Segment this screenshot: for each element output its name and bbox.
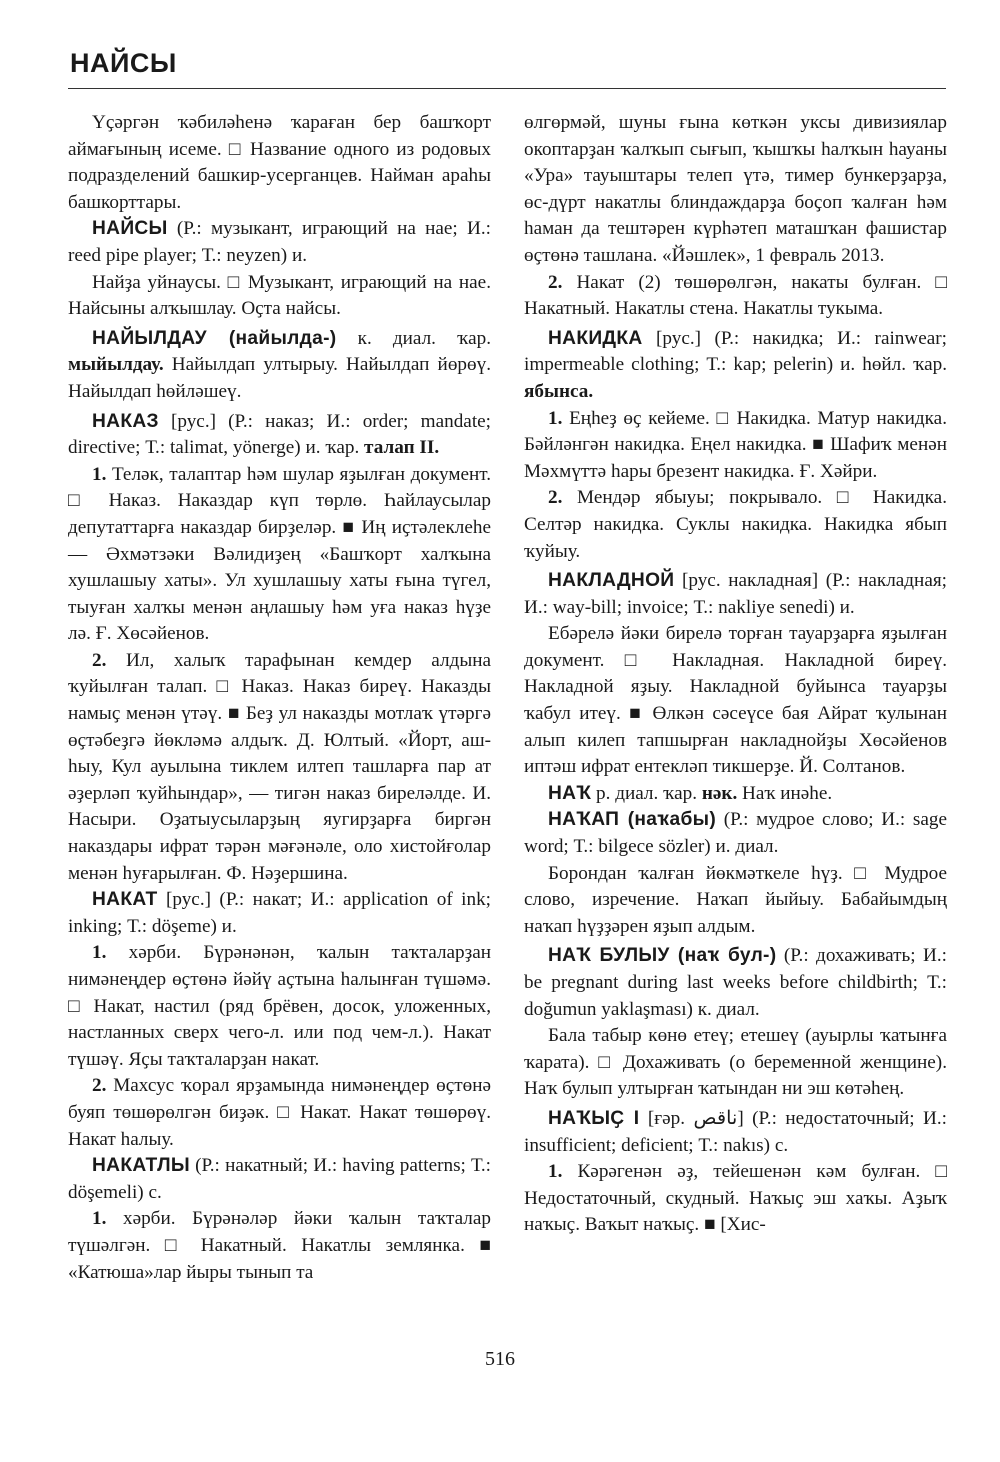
sense-paragraph [524, 270, 947, 323]
sense-number: 2. [548, 271, 563, 293]
sense-number: 2. [92, 649, 107, 671]
entry-text: р. диал. ҡар. [591, 782, 702, 804]
sense-number: 1. [92, 1208, 107, 1230]
entry-text: (Р.: мудрое слово; И.: sage word; Т.: bilgece sözler) и. диал. [524, 809, 947, 858]
sense-number: 1. [92, 463, 107, 485]
cross-reference: нәк. [701, 782, 738, 804]
sense-paragraph [524, 1159, 947, 1239]
cross-reference: талап II. [364, 437, 440, 459]
entry-text: (Р.: накатный; И.: having patterns; Т.: döşemeli) с. [68, 1155, 491, 1203]
entry-text: [рус. накладная] (Р.: накладная; И.: way-bill; invoice; Т.: nakliye senedi) и. [524, 570, 947, 618]
sense-number: 2. [92, 1075, 107, 1097]
headword: НАҠ БУЛЫУ (наҡ бул-) [548, 945, 777, 967]
entry-text: Махсус ҡорал ярҙамында нимәнеңдер өҫтөнә буяп төшөрөлгән биҙәк. □ Накат. Накат төшөрөү. Накат һалыу. [68, 1075, 491, 1150]
headword: НАКЛАДНОЙ [548, 570, 675, 592]
entry-text: [ғәр. ناقص] (Р.: недостаточный; И.: insufficient; deficient; Т.: nakıs) с. [524, 1107, 947, 1156]
headword: НАҠ [548, 782, 592, 804]
running-head: НАЙСЫ [70, 48, 177, 78]
entry-naq-buly [524, 943, 947, 1023]
sense-paragraph [68, 1073, 491, 1153]
headword: НАЙСЫ [92, 218, 168, 240]
headword: НАҠЫҪ I [548, 1107, 640, 1129]
right-column [524, 110, 947, 1239]
entry-text: Теләк, талаптар һәм шулар яҙылған документ. □ Наказ. Наказдар күп төрлө. Һайлаусылар депутаттарға наказдар бирҙеләр. ■ Иң иҫтәлеклеһе — Әхмәтзәки Вәлидиҙең «Башҡорт халҡына хушлашыу хаты». Ул хушлашыу хаты ғына түгел, тыуған халҡы менән аңлашыу һәм уға наказ һүҙе лә. Ғ. Хөсәйенов. [68, 463, 491, 645]
entry-nakatly [68, 1153, 491, 1206]
entry-text: Мендәр ябыуы; покрывало. □ Накидка. Селтәр накидка. Суклы накидка. Накидка ябып ҡуйыу. [524, 487, 947, 562]
entry-text: хәрби. Бүрәнәләр йәки ҡалын таҡталар түшәлгән. □ Накатный. Накатлы землянка. ■ «Катюша»лар йыры тынып та [68, 1208, 491, 1283]
entry-paragraph: Ебәрелә йәки бирелә торған тауарҙарға яҙылған документ. □ Накладная. Накладной биреү. Накладной яҙыу. Накладной буйынса тауарҙы ҡабул итеү. ■ Өлкән сәсеүсе бая Айрат ҡулынан алып килеп тапшырған накладнойҙы Хөсәйенов иптәш ифрат ентекләп тикшерҙе. Й. Солтанов. [524, 623, 947, 778]
sense-number: 1. [548, 1161, 563, 1183]
entry-paragraph: Борондан ҡалған йөкмәткеле һүҙ. □ Мудрое слово, изречение. Наҡап йыйыу. Бабайымдың наҡап һүҙҙәрен яҙып алдым. [524, 862, 947, 937]
entry-text: Еңһеҙ өҫ кейеме. □ Накидка. Матур накидка. Бәйләнгән накидка. Еңел накидка. ■ Шафиҡ менән Мәхмүттә һары брезент накидка. Ғ. Хәйри. [524, 407, 947, 482]
sense-number: 2. [548, 487, 563, 509]
entry-nakat [68, 887, 491, 940]
entry-text: [рус.] (Р.: наказ; И.: order; mandate; directive; Т.: talimat, yönerge) и. ҡар. [68, 410, 491, 459]
headword: НАКАТЛЫ [92, 1155, 190, 1177]
entry-naqys [524, 1106, 947, 1159]
headword: НАҠАП (наҡабы) [548, 809, 717, 831]
headword: НАКИДКА [548, 327, 643, 349]
sense-number: 1. [548, 407, 563, 429]
entry-nakidka [524, 326, 947, 406]
sense-paragraph [68, 462, 491, 648]
headword: НАКАТ [92, 889, 158, 911]
entry-text: Кәрәгенән әҙ, тейешенән кәм булған. □ Недостаточный, скудный. Наҡыҫ эш хаҡы. Аҙыҡ наҡыҫ. Ваҡыт наҡыҫ. ■ [Хис- [524, 1161, 947, 1236]
entry-text: (Р.: дохаживать; И.: be pregnant during last weeks before childbirth; Т.: doğumun yaklaşması) к. диал. [524, 945, 948, 1020]
sense-paragraph [524, 485, 947, 565]
entry-naiyldau [68, 326, 491, 406]
entry-text: (Р.: музыкант, играющий на нае; И.: reed pipe player; Т.: neyzen) и. [68, 218, 491, 266]
sense-paragraph [524, 406, 947, 486]
entry-text: Найылдап ултырыу. Найылдап йөрөү. Найылдап һөйләшеү. [68, 354, 491, 402]
entry-text: Накат (2) төшөрөлгән, накаты булған. □ Накатный. Накатлы стена. Накатлы тукыма. [524, 271, 947, 320]
entry-continuation: өлгөрмәй, шуны ғына көткән уксы дивизиялар окоптарҙан ҡалҡып сығып, ҡышҡы һалҡын һауаны «Ура» тауыштары телеп үтә, тимер бункерҙарҙа, өс-дүрт накатлы блиндаждарҙа боҫоп ҡалған һәм һаман да тештәрен күрһәтеп маташҡан фашистар өҫтөнә ташлана. «Йәшлек», 1 февраль 2013. [524, 112, 947, 266]
left-column [68, 110, 491, 1286]
sense-number: 1. [92, 942, 107, 964]
entry-paragraph: Найҙа уйнаусы. □ Музыкант, играющий на нае. Найсыны алҡышлау. Оҫта найсы. [68, 271, 491, 320]
cross-reference: ябынса. [524, 380, 594, 402]
entry-naisy [68, 216, 491, 269]
entry-naq [524, 781, 947, 808]
headword: НАКАЗ [92, 410, 159, 432]
entry-text: [рус.] (Р.: накидка; И.: rainwear; impermeable clothing; Т.: kap; pelerin) и. һөйл. ҡар. [524, 327, 947, 376]
cross-reference: мыйылдау. [68, 354, 164, 376]
sense-paragraph [68, 940, 491, 1073]
entry-naqap [524, 807, 947, 860]
entry-nakladnoi [524, 568, 947, 621]
headword: НАЙЫЛДАУ (найылда-) [92, 327, 337, 349]
entry-nakaz [68, 409, 491, 462]
entry-text: Ил, халыҡ тарафынан кемдер алдына ҡуйылған талап. □ Наказ. Наказ биреү. Наказды намыҫ менән үтәү. ■ Беҙ ул наказды мотлаҡ үтәргә өҫтәбеҙгә йөкләмә алдыҡ. Д. Юлтый. «Йорт, аш-һыу, Кул ауылына тиклем илтеп ташларға пар ат әҙерләп ҡуйһындар», — тигән наказ биреләлде. И. Насыри. Оҙатыусыларҙың яугирҙарға биргән наказдары ифрат тәрән мәғәнәле, оло хистойғолар менән һуғарылған. Ф. Нәҙершина. [68, 649, 491, 884]
sense-paragraph [68, 648, 491, 887]
page-number: 516 [485, 1348, 515, 1370]
entry-paragraph: Бала табыр көнө етеү; етешеү (ауырлы ҡатынға ҡарата). □ Дохаживать (о беременной женщине). Наҡ булып ултырған ҡатындан ни эш көтәһең. [524, 1025, 947, 1100]
entry-text: к. диал. ҡар. [336, 327, 491, 349]
entry-text: хәрби. Бүрәнәнән, ҡалын таҡталарҙан нимәнеңдер өҫтөнә йәйү аҫтына һалынған түшәмә. □ Накат, настил (ряд брёвен, досок, уложенных, настланных сверх чего-л. или под чем-л.). Накат түшәү. Яҫы таҡталарҙан накат. [68, 942, 491, 1070]
entry-paragraph: Үҫәргән ҡәбиләһенә ҡараған бер башҡорт аймағының исеме. □ Название одного из родовых подразделений башкир-усерганцев. Найман араһы башкорттары. [68, 112, 491, 213]
sense-paragraph [68, 1206, 491, 1286]
entry-text: [рус.] (Р.: накат; И.: application of ink; inking; Т.: döşeme) и. [68, 889, 491, 937]
entry-text: Наҡ инәһе. [737, 782, 833, 804]
header-rule [68, 88, 946, 89]
